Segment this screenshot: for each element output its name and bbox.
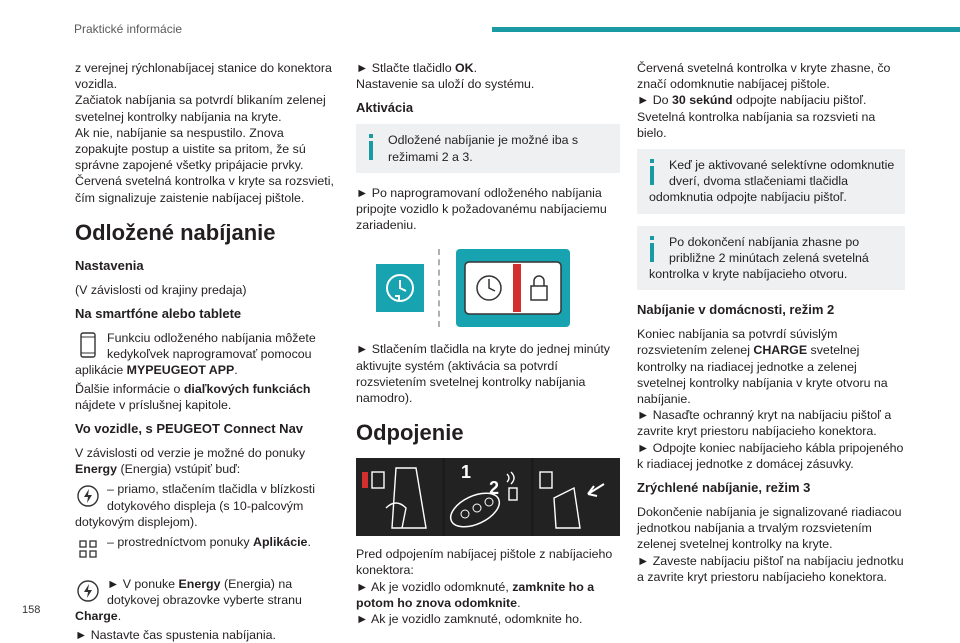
apps-menu: Aplikácie	[253, 535, 308, 550]
text-span: V závislosti od verzie je možné do ponuky	[75, 446, 306, 461]
option-direct	[75, 481, 337, 530]
text-span: .	[117, 609, 122, 624]
text-span: – prostredníctvom ponuky	[107, 535, 254, 550]
header-accent-bar	[492, 27, 960, 32]
text-span: .	[307, 535, 311, 550]
column-2	[356, 60, 620, 627]
column-1	[75, 60, 337, 643]
app-name: MYPEUGEOT APP	[126, 363, 235, 378]
note-text: Keď je aktivované selektívne odomknutie dverí, dvoma stlačeniami tlačidla odomknutia odpojte nabíjaciu pištoľ.	[649, 158, 895, 205]
energy-menu: Energy	[178, 577, 221, 592]
text-span: ► V ponuke	[107, 577, 179, 592]
text-span: Ďalšie informácie o	[75, 381, 184, 396]
delayed-charge-clock-icon	[376, 264, 424, 312]
smartphone-icon	[75, 332, 101, 358]
intro-paragraph: Ak nie, nabíjanie sa nespustilo. Znova zopakujte postup a uistite sa pritom, že sú správne zapojené všetky pripájacie prvky.	[75, 125, 306, 173]
note-box	[637, 226, 905, 291]
note-text: Odložené nabíjanie je možné iba s režimami 2 a 3.	[388, 133, 579, 164]
press-button-text: ► Stlačením tlačidla na kryte do jednej minúty aktivujte systém (aktivácia sa potvrdí rozsvietením svetelnej kontrolky nabíjania namodro).	[356, 342, 611, 406]
note-box	[356, 124, 620, 172]
fig-number-2: 2	[489, 478, 500, 499]
step-energy	[75, 576, 337, 625]
fast-text: Dokončenie nabíjania je signalizované riadiacou jednotkou nabíjania a trvalým rozsvietením zelenej svetelnej kontrolky na kryte.	[637, 505, 902, 552]
note-box	[637, 149, 905, 214]
remote-functions-link-text: diaľkových funkciách	[183, 381, 311, 396]
fast-step: ► Zaveste nabíjaciu pištoľ na nabíjaciu jednotku a zavrite kryt priestoru nabíjacieho konektora.	[637, 553, 904, 584]
note-text: Po dokončení nabíjania zhasne po približne 2 minútach zelená svetelná kontrolka v kryte nabíjacieho otvoru.	[649, 234, 869, 282]
intro-paragraph: Začiatok nabíjania sa potvrdí blikaním zelenej svetelnej kontrolky nabíjania na kryte.	[75, 93, 326, 124]
energy-button-icon	[75, 483, 101, 509]
text-span: (Energia) vstúpiť buď:	[117, 462, 241, 477]
settings-text: (V závislosti od krajiny predaja)	[75, 282, 247, 297]
fig-number-1: 1	[461, 462, 472, 483]
charge-indicator-label: CHARGE	[753, 343, 808, 358]
page-number: 158	[22, 604, 41, 616]
text-span: ► Ak je vozidlo odomknuté,	[356, 579, 513, 594]
option-apps	[75, 534, 337, 568]
charge-flap-panel	[456, 249, 570, 327]
info-marker-icon	[649, 159, 663, 185]
ok-button-label: OK	[455, 61, 474, 75]
disconnect-panel-unlock	[356, 458, 442, 536]
info-marker-icon	[368, 134, 382, 160]
subheading-settings: Nastavenia	[75, 257, 144, 273]
step2-text: ► Nastavte čas spustenia nabíjania.	[75, 627, 276, 642]
step1-text	[75, 576, 337, 625]
smartphone-text	[75, 330, 337, 379]
disconnect-panel-key-fob	[445, 458, 531, 536]
more-info	[75, 381, 337, 413]
text-span: nájdete v príslušnej kapitole.	[75, 397, 232, 412]
figure-separator	[438, 249, 442, 327]
column-3	[637, 60, 905, 585]
activation-figure	[376, 245, 620, 331]
text-span: Koniec nabíjania sa potvrdí súvislým rozsvietením zelenej	[637, 327, 838, 358]
red-off-text: Červená svetelná kontrolka v kryte zhasne, čo značí odomknutie nabíjacej pištole.	[637, 61, 891, 92]
section-heading-disconnect: Odpojenie	[356, 420, 464, 446]
text-span: .	[234, 363, 238, 378]
text-span: .	[517, 595, 521, 610]
text-span: Funkciu odloženého nabíjania môžete kedykoľvek naprogramovať pomocou aplikácie	[75, 331, 316, 378]
intro-paragraph: z verejnej rýchlonabíjacej stanice do konektora vozidla.	[75, 61, 332, 92]
emphasis: 30 sekúnd	[672, 93, 733, 108]
home-step2: ► Odpojte koniec nabíjacieho kábla pripojeného k riadiacej jednotke z domácej zásuvky.	[637, 440, 904, 471]
subheading-smartphone: Na smartfóne alebo tablete	[75, 306, 242, 322]
energy-menu: Energy	[75, 462, 118, 477]
within-text	[637, 92, 905, 108]
home-step1: ► Nasaďte ochranný kryt na nabíjaciu pištoľ a zavrite kryt priestoru nabíjacieho konektora.	[637, 408, 892, 439]
page-header-title: Praktické informácie	[74, 22, 183, 36]
saved-text: Nastavenie sa uloží do systému.	[356, 77, 535, 92]
before-disconnect-text: Pred odpojením nabíjacej pištole z nabíjacieho konektora:	[356, 547, 613, 578]
text-span: svetelnej kontrolky na riadiacej jednotke a zelenej svetelnej kontrolky nabíjania v kryte otvoru na nabíjanie.	[637, 343, 888, 407]
apps-grid-icon	[75, 536, 101, 562]
connect-text	[75, 445, 337, 477]
white-light-text: Svetelná kontrolka nabíjania sa rozsvieti na bielo.	[637, 109, 876, 140]
subheading-home-charging: Nabíjanie v domácnosti, režim 2	[637, 302, 835, 318]
text-span: ► Do	[637, 93, 672, 108]
info-marker-icon	[649, 236, 663, 262]
energy-button-icon	[75, 578, 101, 604]
disconnect-figure	[356, 458, 620, 536]
text-span: (Energia) na dotykovej obrazovke vyberte stranu	[107, 577, 302, 608]
text-span: ► Stlačte tlačidlo	[356, 61, 456, 75]
disconnect-panel-remove-gun	[534, 458, 620, 536]
press-ok	[356, 60, 620, 76]
option2-text	[75, 534, 337, 550]
if-unlocked-text	[356, 579, 620, 611]
if-locked-text: ► Ak je vozidlo zamknuté, odomknite ho.	[356, 612, 583, 627]
charge-page: Charge	[75, 609, 118, 624]
subheading-connect-nav: Vo vozidle, s PEUGEOT Connect Nav	[75, 421, 304, 437]
home-text	[637, 326, 905, 407]
smartphone-info	[75, 330, 337, 379]
intro-paragraph: Červená svetelná kontrolka v kryte sa rozsvieti, čím signalizuje zaistenie nabíjacej pištole.	[75, 174, 334, 205]
subheading-activation: Aktivácia	[356, 100, 414, 116]
text-span: .	[473, 61, 478, 75]
subheading-fast-charging: Zrýchlené nabíjanie, režim 3	[637, 480, 811, 496]
option1-text: – priamo, stlačením tlačidla v blízkosti dotykového displeja (s 10-palcovým dotykovým displejom).	[75, 482, 315, 529]
emphasis: zamknite ho a potom ho znova odomknite	[356, 579, 595, 610]
section-heading-delayed-charging: Odložené nabíjanie	[75, 219, 276, 245]
after-program-text: ► Po naprogramovaní odloženého nabíjania pripojte vozidlo k požadovanému nabíjaciemu zariadeniu.	[356, 185, 607, 233]
text-span: odpojte nabíjaciu pištoľ.	[732, 93, 867, 108]
